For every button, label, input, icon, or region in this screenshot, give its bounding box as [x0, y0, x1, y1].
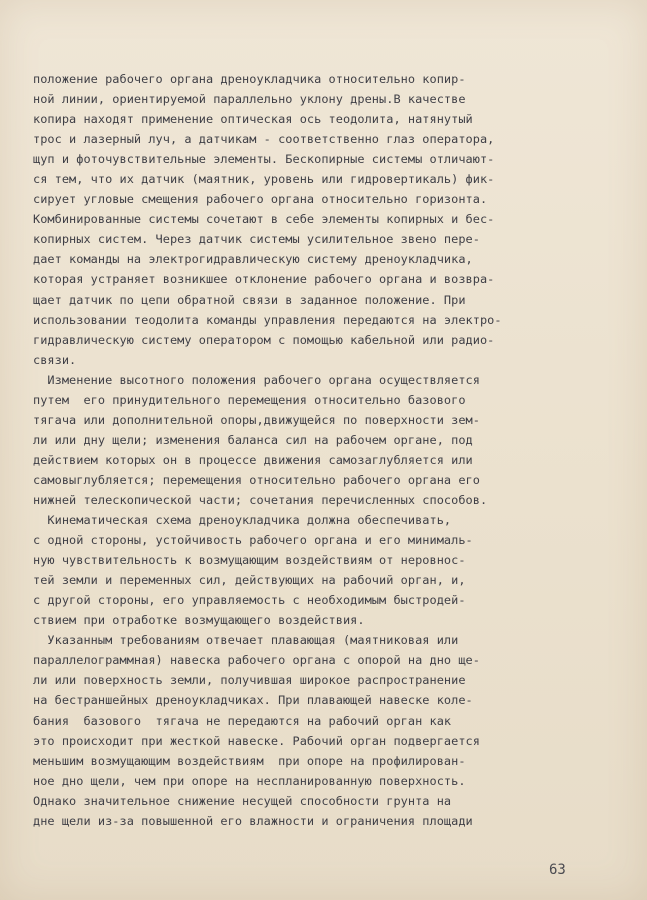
text-line: Кинематическая схема дреноукладчика должна обеспечивать, [33, 513, 452, 528]
text-line: с другой стороны, его управляемость с необходимым быстродей- [33, 593, 466, 608]
text-line: гидравлическую систему оператором с помощью кабельной или радио- [33, 332, 495, 347]
text-line: Комбинированные системы сочетают в себе элементы копирных и бес- [33, 212, 495, 227]
text-line: тей земли и переменных сил, действующих на рабочий орган, и, [33, 573, 466, 588]
text-line: это происходит при жесткой навеске. Рабочий орган подвергается [33, 733, 480, 748]
text-line: щуп и фоточувствительные элементы. Бескопирные системы отличают- [33, 152, 495, 167]
text-line: дает команды на электрогидравлическую систему дреноукладчика, [33, 252, 473, 267]
text-line: сирует угловые смещения рабочего органа относительно горизонта. [33, 192, 488, 207]
text-line: которая устраняет возникшее отклонение рабочего органа и возвра- [33, 272, 495, 287]
text-line: связи. [33, 352, 77, 367]
text-line: использовании теодолита команды управления передаются на электро- [33, 312, 502, 327]
text-line: меньшим возмущающим воздействиям при опоре на профилирован- [33, 753, 466, 768]
page-number: 63 [549, 862, 566, 878]
text-line: ся тем, что их датчик (маятник, уровень или гидровертикаль) фик- [33, 172, 495, 187]
text-line: копира находят применение оптическая ось теодолита, натянутый [33, 112, 473, 127]
body-text [33, 69, 593, 831]
text-line: щает датчик по цепи обратной связи в заданное положение. При [33, 292, 466, 307]
text-line: ствием при отработке возмущающего воздействия. [33, 613, 365, 628]
text-line: нижней телескопической части; сочетания перечисленных способов. [33, 492, 488, 507]
text-line: на бестраншейных дреноукладчиках. При плавающей навеске коле- [33, 693, 473, 708]
text-line: самовыглубляется; перемещения относительно рабочего органа его [33, 472, 480, 487]
text-line: трос и лазерный луч, а датчикам - соответственно глаз оператора, [33, 132, 495, 147]
text-line: действием которых он в процессе движения самозаглубляется или [33, 452, 473, 467]
text-line: ной линии, ориентируемой параллельно уклону дрены.В качестве [33, 92, 466, 107]
text-line: дне щели из-за повышенной его влажности и ограничения площади [33, 813, 473, 828]
text-line: ную чувствительность к возмущающим воздействиям от неровнос- [33, 553, 466, 568]
text-line: путем его принудительного перемещения относительно базового [33, 392, 466, 407]
text-line: Однако значительное снижение несущей способности грунта на [33, 793, 452, 808]
text-line: с одной стороны, устойчивость рабочего органа и его минималь- [33, 533, 473, 548]
text-line: бания базового тягача не передаются на рабочий орган как [33, 713, 452, 728]
text-line: ли или поверхность земли, получившая широкое распространение [33, 673, 466, 688]
text-line: ли или дну щели; изменения баланса сил на рабочем органе, под [33, 432, 473, 447]
text-line: копирных систем. Через датчик системы усилительное звено пере- [33, 232, 480, 247]
text-line: тягача или дополнительной опоры,движущейся по поверхности зем- [33, 412, 480, 427]
text-line: Указанным требованиям отвечает плавающая (маятниковая или [33, 633, 459, 648]
text-line: Изменение высотного положения рабочего органа осуществляется [33, 372, 480, 387]
text-line: ное дно щели, чем при опоре на неспланированную поверхность. [33, 773, 466, 788]
text-line: положение рабочего органа дреноукладчика относительно копир- [33, 72, 466, 86]
text-line: параллелограммная) навеска рабочего органа с опорой на дно ще- [33, 653, 480, 668]
